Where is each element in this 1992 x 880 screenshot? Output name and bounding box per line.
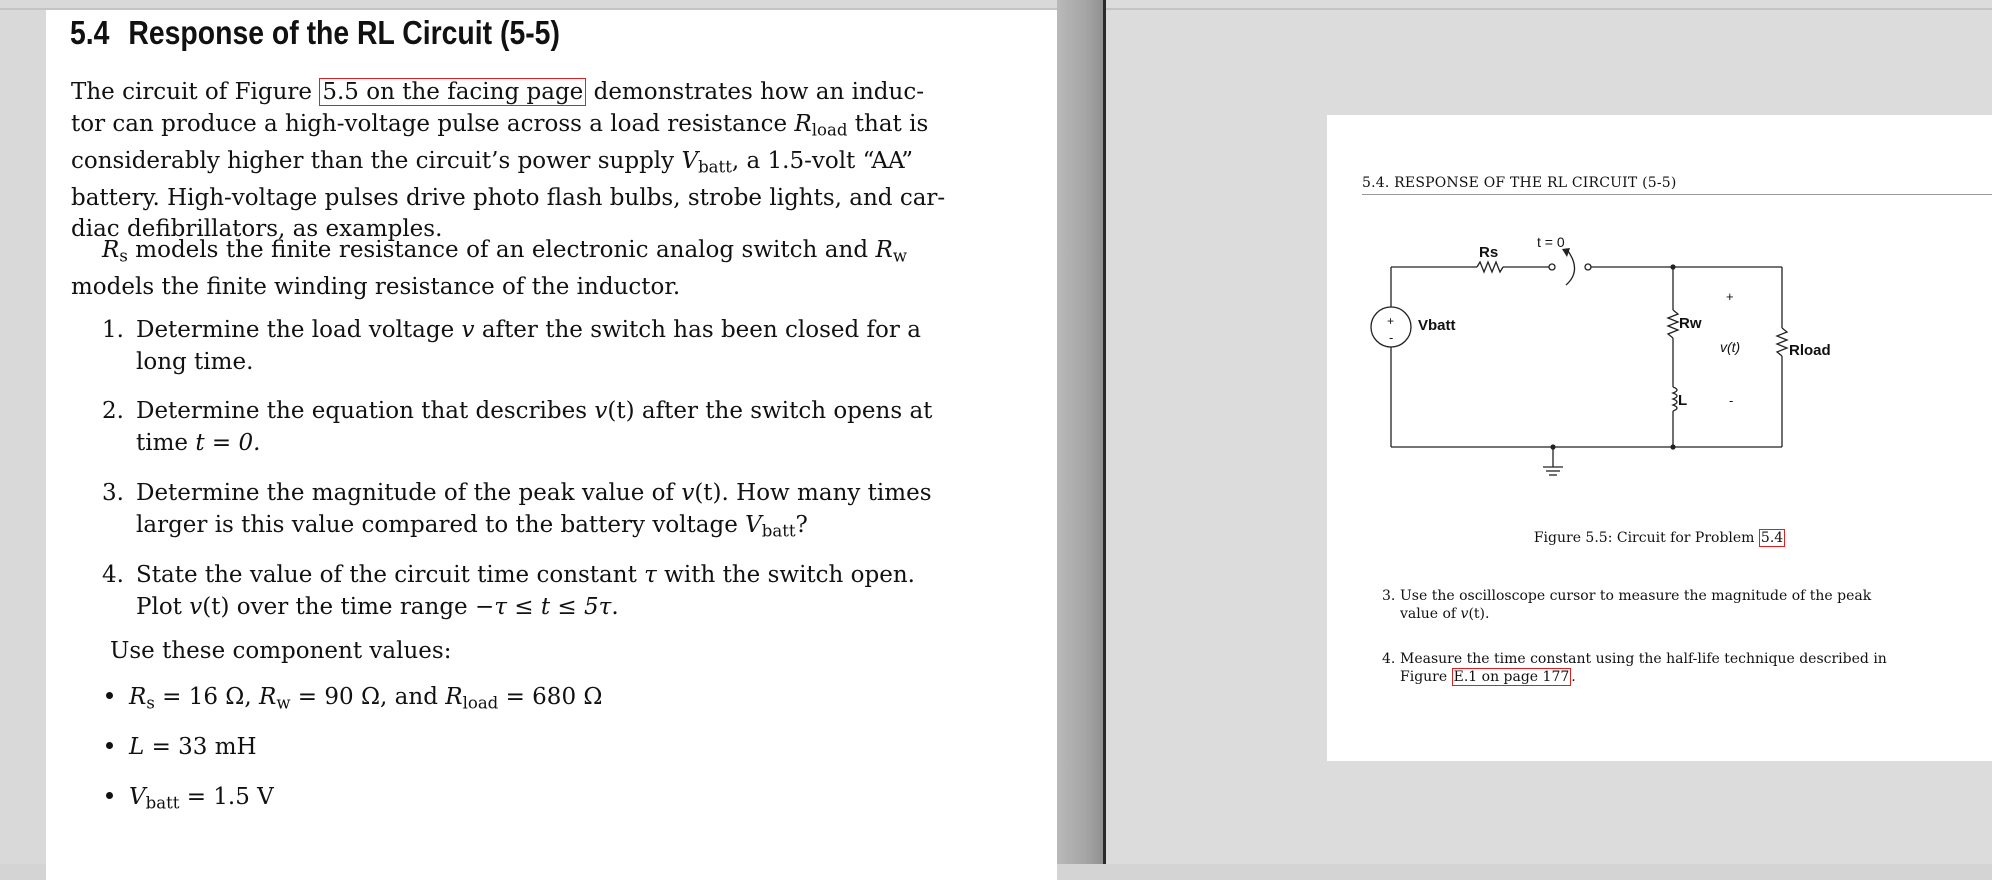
models-paragraph <box>71 235 907 304</box>
running-header: 5.4. RESPONSE OF THE RL CIRCUIT (5-5) <box>1362 175 1677 191</box>
intro-line-5: diac defibrillators, as examples. <box>71 216 443 243</box>
source-plus-sign: + <box>1387 314 1395 328</box>
header-rule <box>1362 194 1992 195</box>
switch-time-label: t = 0 <box>1537 234 1565 250</box>
section-number: 5.4 <box>70 14 110 51</box>
circuit-diagram <box>1362 215 1882 515</box>
models-line-1: $R_s$ models the finite resistance of an electronic analog switch and $R_w$ <box>102 237 907 266</box>
intro-line-3: considerably higher than the circuit’s power supply $V_{batt}$, a 1.5-volt “AA” <box>71 147 913 177</box>
models-line-2: models the finite winding resistance of the inductor. <box>71 274 681 301</box>
rload-resistor <box>1777 328 1787 356</box>
rw-resistor <box>1668 310 1678 338</box>
right-page: 5.4. RESPONSE OF THE RL CIRCUIT (5-5) Rs t = 0 Vbatt + - Rw L + - v(t) Rload Figure 5.5: Circuit for Problem 5.4 3. Use the oscilloscope cursor to measure the magnitude of the peak value of v(t). 4. Measure the time constant using the half-life technique described in Figure E.1 on page 177 . <box>1327 115 1992 761</box>
output-minus-sign: - <box>1729 393 1734 408</box>
intro-line-1: The circuit of Figure 5.5 on the facing page demonstrates how an induc- <box>71 79 924 105</box>
bullet-inductance: L = 33 mH <box>106 734 257 760</box>
l-label: L <box>1678 392 1688 409</box>
left-page-pane: 5.4 Response of the RL Circuit (5-5) The circuit of Figure 5.5 on the facing page demonstrates how an induc- tor can produce a high-voltage pulse across a load resistance $R_{load}$ that is considerably higher than the circuit’s power supply $V_{batt}$, a 1.5-volt “AA” battery. High-voltage pulses drive photo flash bulbs, strobe lights, and car- diac defibrillators, as examples. $R_s$ models the finite resistance of an electronic analog switch and $R_w$ models the finite winding resistance of the inductor. 1. Determine the load voltage v after the switch has been closed for a long time. 2. Determine the equation that describes v(t) after the switch opens at time t = 0. 3. Determine the magnitude of the peak value of v(t). How many times larger is this value compared to the battery voltage $V_{batt}$? 4. State the value of the circuit time constant τ with the switch open. Plot v(t) over the time range −τ ≤ t ≤ 5τ. Use these component values: $R_s = 16$ Ω, $R_w = 90$ Ω, and $R_{load} = 680$ Ω L = 33 mH $V_{batt} = 1.5$ V <box>0 0 1104 864</box>
source-minus-sign: - <box>1389 330 1394 345</box>
bullet-dot <box>106 692 113 699</box>
figure-caption: Figure 5.5: Circuit for Problem 5.4 <box>1533 530 1784 546</box>
page-gutter-shadow <box>1057 0 1104 864</box>
bullet-dot <box>106 792 113 799</box>
top-border <box>1106 8 1992 10</box>
vbatt-label: Vbatt <box>1418 317 1456 334</box>
switch-contact-left <box>1549 264 1555 270</box>
junction-bottom-right <box>1670 444 1675 449</box>
intro-line-2: tor can produce a high-voltage pulse across a load resistance $R_{load}$ that is <box>71 110 929 140</box>
intro-line-4: battery. High-voltage pulses drive photo flash bulbs, strobe lights, and car- <box>71 184 946 211</box>
figure-link[interactable]: 5.5 on the facing page <box>319 78 586 106</box>
output-plus-sign: + <box>1726 289 1734 304</box>
bullet-dot <box>106 742 113 749</box>
l-inductor <box>1673 387 1677 411</box>
use-values-text: Use these component values: <box>110 638 452 664</box>
junction-top <box>1670 264 1675 269</box>
problem-link[interactable]: 5.4 <box>1760 530 1784 546</box>
rs-label: Rs <box>1479 244 1499 261</box>
switch-contact-right <box>1585 264 1591 270</box>
rw-label: Rw <box>1679 315 1702 332</box>
vt-label: v(t) <box>1720 339 1741 355</box>
section-title: Response of the RL Circuit (5-5) <box>128 14 560 51</box>
section-heading <box>70 14 560 52</box>
bullet-resistances: $R_s = 16$ Ω, $R_w = 90$ Ω, and $R_{load} = 680$ Ω <box>106 684 602 713</box>
junction-ground <box>1550 444 1555 449</box>
intro-paragraph <box>71 77 946 246</box>
rs-resistor <box>1477 262 1503 272</box>
appendix-figure-link[interactable]: E.1 on page 177 <box>1453 669 1570 685</box>
right-page-pane <box>1106 0 1992 864</box>
bullet-battery: $V_{batt} = 1.5$ V <box>106 784 274 813</box>
rload-label: Rload <box>1789 342 1831 359</box>
